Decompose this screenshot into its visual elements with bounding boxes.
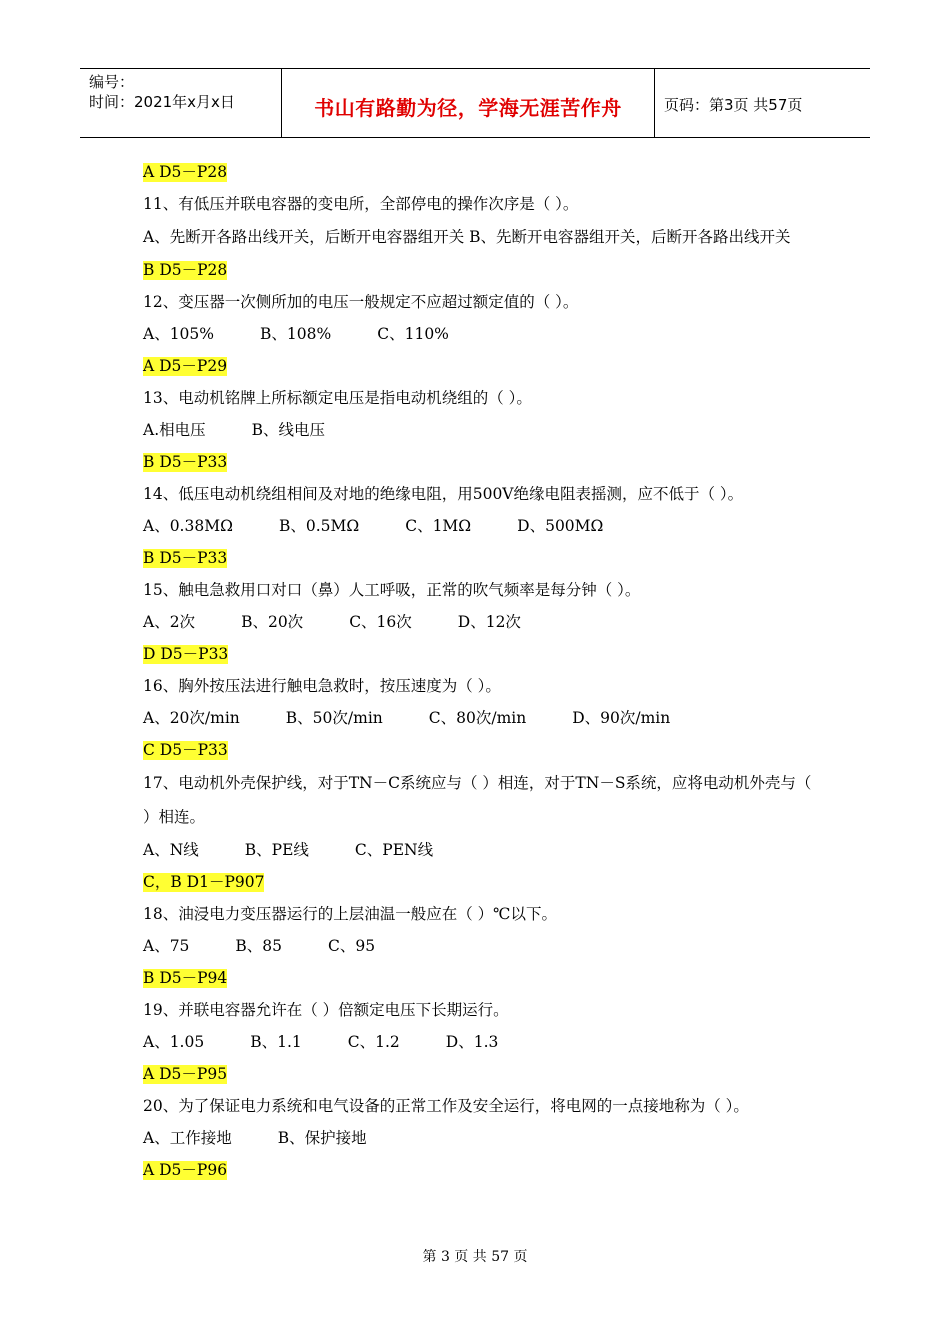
answer-highlight: C D5－P33 [143, 741, 228, 759]
options-line [143, 702, 813, 734]
options-line [143, 606, 813, 638]
option: C、110% [377, 325, 449, 343]
answer-highlight: A D5－P29 [143, 357, 228, 375]
answer-highlight: A D5－P96 [143, 1161, 228, 1179]
option: D、1.3 [445, 1033, 499, 1051]
option: C、16次 [349, 613, 412, 631]
question-line: 11、有低压并联电容器的变电所，全部停电的操作次序是（ ）。 [143, 195, 579, 213]
options-line [143, 318, 813, 350]
answer-highlight: B D5－P94 [143, 969, 228, 987]
option: A、0.38MΩ [143, 517, 233, 535]
answer-highlight: A D5－P28 [143, 163, 228, 181]
answer-line [143, 1058, 813, 1090]
answer-line [143, 962, 813, 994]
option: C、PEN线 [354, 841, 434, 859]
header-page-cell [655, 69, 870, 137]
code-label: 编号： [89, 73, 135, 91]
option: B、0.5MΩ [278, 517, 360, 535]
option: D、500MΩ [517, 517, 604, 535]
option: B、85 [235, 937, 283, 955]
answer-line [143, 1154, 813, 1186]
option: A、工作接地 [143, 1129, 232, 1147]
answer-line [143, 734, 813, 766]
options-line [143, 930, 813, 962]
answer-line [143, 254, 813, 286]
answer-line [143, 446, 813, 478]
option: A、75 [143, 937, 190, 955]
option: C、1.2 [347, 1033, 400, 1051]
header-meta-cell [80, 69, 282, 137]
option: C、80次/min [428, 709, 527, 727]
answer-highlight: B D5－P33 [143, 453, 228, 471]
question-line: A、先断开各路出线开关，后断开电容器组开关 B、先断开电容器组开关，后断开各路出线开关 [143, 228, 791, 246]
answer-line [143, 638, 813, 670]
answer-highlight: A D5－P95 [143, 1065, 228, 1083]
option: B、108% [260, 325, 332, 343]
option: B、保护接地 [277, 1129, 367, 1147]
option: B、PE线 [244, 841, 309, 859]
answer-highlight: B D5－P33 [143, 549, 228, 567]
options-line [143, 510, 813, 542]
question-line: 16、胸外按压法进行触电急救时，按压速度为（ ）。 [143, 677, 501, 695]
question-line: 13、电动机铭牌上所标额定电压是指电动机绕组的（ ）。 [143, 389, 532, 407]
motto: 书山有路勤为径，学海无涯苦作舟 [314, 96, 622, 120]
option: A、1.05 [143, 1033, 205, 1051]
options-line [143, 414, 813, 446]
option: D、90次/min [572, 709, 671, 727]
option: C、95 [328, 937, 376, 955]
option: B、20次 [241, 613, 304, 631]
page-header [80, 68, 870, 138]
header-motto-cell [282, 69, 655, 137]
option: B、50次/min [285, 709, 383, 727]
option: B、1.1 [250, 1033, 302, 1051]
answer-line [143, 156, 813, 188]
answer-highlight: B D5－P28 [143, 261, 228, 279]
question-line: 20、为了保证电力系统和电气设备的正常工作及安全运行，将电网的一点接地称为（ ）。 [143, 1097, 749, 1115]
page-info: 页码：第3页 共57页 [664, 96, 803, 114]
option: A、20次/min [143, 709, 240, 727]
question-list [143, 156, 813, 1186]
question-line: 19、并联电容器允许在（ ）倍额定电压下长期运行。 [143, 1001, 509, 1019]
question-line: 17、电动机外壳保护线，对于TN－C系统应与（ ）相连，对于TN－S系统，应将电动机外壳与（ ）相连。 [143, 774, 812, 826]
question-line: 18、油浸电力变压器运行的上层油温一般应在（ ）℃以下。 [143, 905, 557, 923]
options-line [143, 834, 813, 866]
option: A、105% [143, 325, 215, 343]
question-line: 15、触电急救用口对口（鼻）人工呼吸，正常的吹气频率是每分钟（ ）。 [143, 581, 641, 599]
option: D、12次 [457, 613, 521, 631]
question-line: 12、变压器一次侧所加的电压一般规定不应超过额定值的（ ）。 [143, 293, 579, 311]
option: B、线电压 [251, 421, 326, 439]
date-label: 时间：2021年x月x日 [89, 93, 235, 111]
answer-highlight: D D5－P33 [143, 645, 229, 663]
option: A、2次 [143, 613, 196, 631]
options-line [143, 1026, 813, 1058]
option: C、1MΩ [405, 517, 472, 535]
answer-line [143, 866, 813, 898]
answer-line [143, 350, 813, 382]
page-footer: 第 3 页 共 57 页 [422, 1249, 528, 1265]
option: A.相电压 [143, 421, 206, 439]
answer-highlight: C，B D1－P907 [143, 873, 265, 891]
answer-line [143, 542, 813, 574]
options-line [143, 1122, 813, 1154]
question-line: 14、低压电动机绕组相间及对地的绝缘电阻，用500V绝缘电阻表摇测，应不低于（ ）。 [143, 485, 744, 503]
option: A、N线 [143, 841, 199, 859]
